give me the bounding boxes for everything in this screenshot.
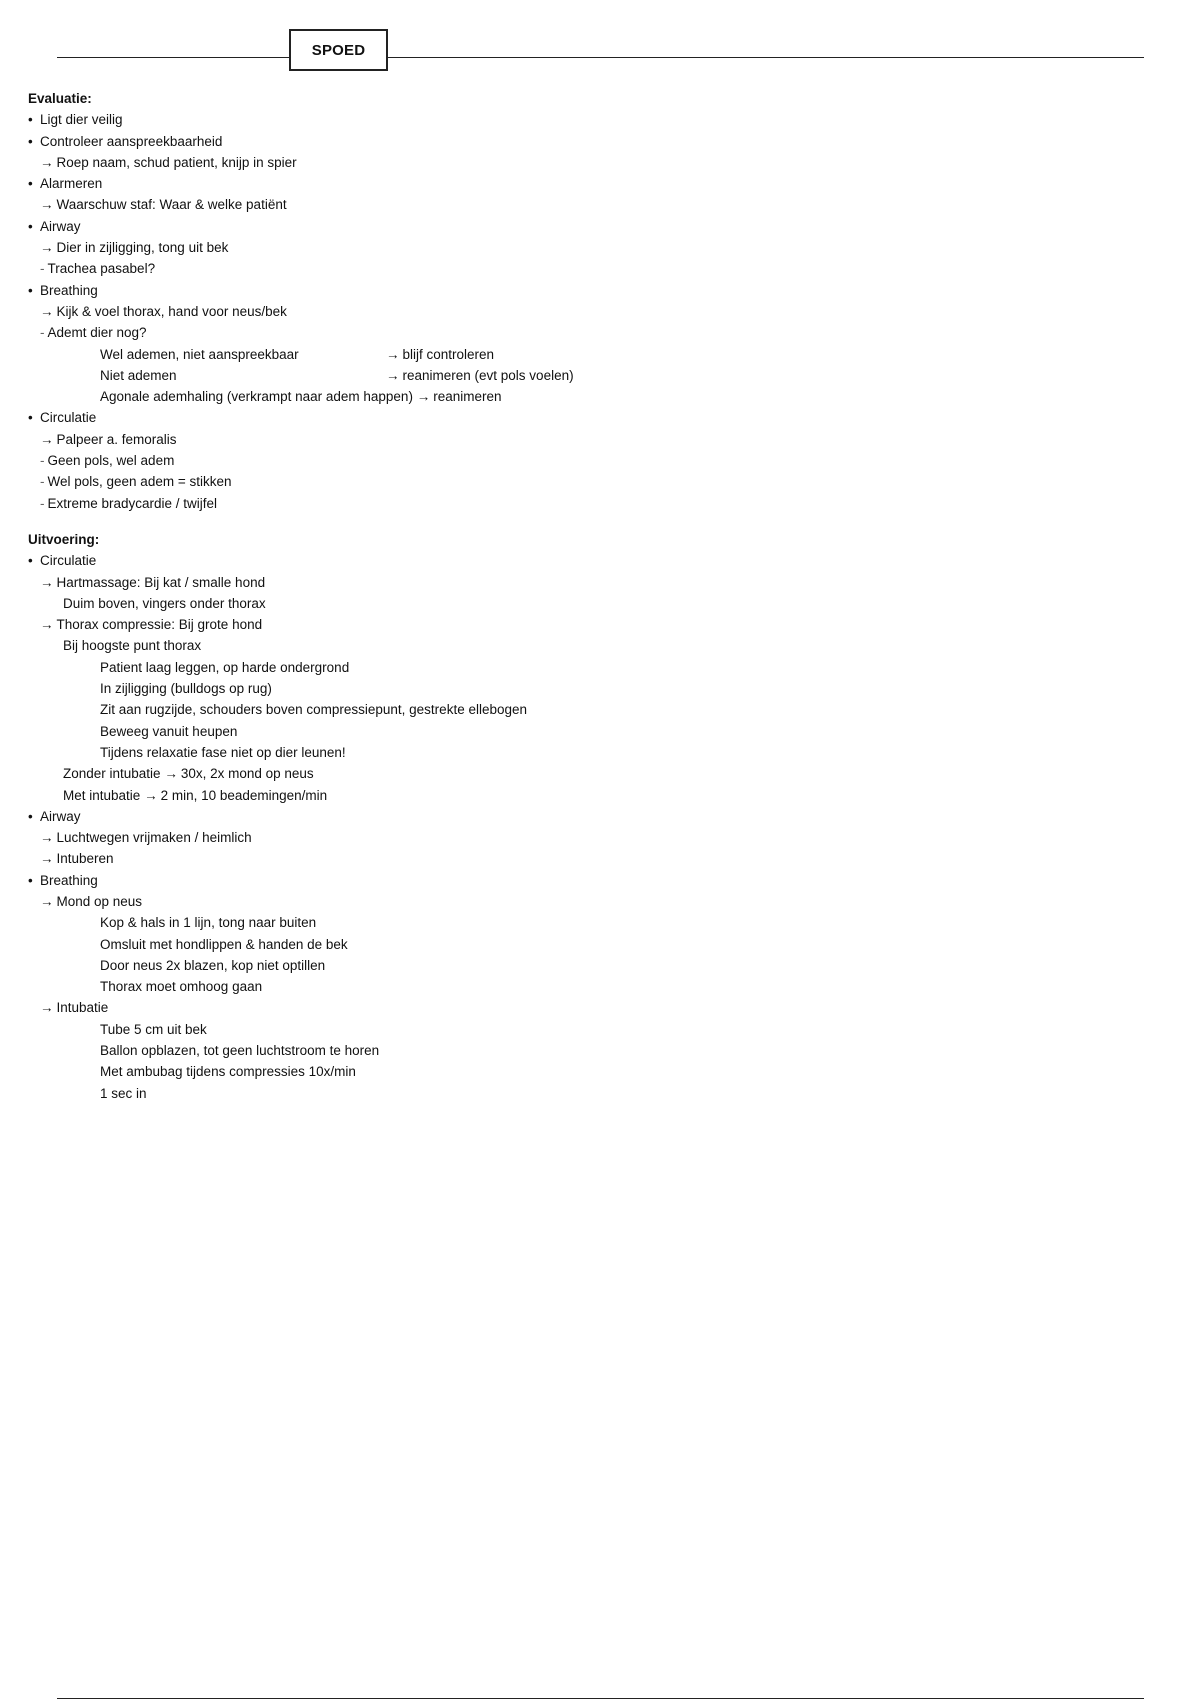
list-item-text: Airway <box>40 808 81 824</box>
dash-item <box>28 493 1148 514</box>
arrow-item <box>28 891 1148 912</box>
arrow-right-icon: → <box>386 346 400 362</box>
arrow-right-icon: → <box>40 303 54 319</box>
dash-icon: - <box>40 474 45 490</box>
indented-row: Zit aan rugzijde, schouders boven compressiepunt, gestrekte ellebogen <box>100 702 528 718</box>
arrow-right-icon: → <box>144 787 158 803</box>
dash-item-text: Geen pols, wel adem <box>47 453 175 469</box>
row-right-value: blijf controleren <box>402 346 495 362</box>
indented-row: Thorax moet omhoog gaan <box>100 979 263 995</box>
row-right-text <box>386 365 574 386</box>
arrow-item <box>28 194 1148 215</box>
arrow-item-text: Thorax compressie: Bij grote hond <box>56 617 263 633</box>
arrow-item <box>28 237 1148 258</box>
arrow-right-icon: → <box>40 1000 54 1016</box>
arrow-item-text: Luchtwegen vrijmaken / heimlich <box>56 830 252 846</box>
sub-item-right: 30x, 2x mond op neus <box>180 766 314 782</box>
sub-item <box>28 763 1148 784</box>
indented-row: 1 sec in <box>100 1085 147 1101</box>
list-item <box>28 109 1148 130</box>
page-title <box>289 29 388 71</box>
arrow-right-icon: → <box>40 154 54 170</box>
arrow-right-icon: → <box>416 389 431 405</box>
list-item <box>28 173 1148 194</box>
arrow-right-icon: → <box>386 367 400 383</box>
indented-row: Patient laag leggen, op harde ondergrond <box>100 659 350 675</box>
arrow-item-text: Mond op neus <box>56 893 143 909</box>
bullet-icon: • <box>28 808 33 824</box>
row-left-text: Agonale ademhaling (verkrampt naar adem happen) <box>100 389 413 405</box>
indented-row: Kop & hals in 1 lijn, tong naar buiten <box>100 915 317 931</box>
sub-item: Bij hoogste punt thorax <box>63 638 202 654</box>
arrow-right-icon: → <box>40 830 54 846</box>
document-body <box>28 88 1148 1104</box>
arrow-right-icon: → <box>40 240 54 256</box>
header-rule <box>57 57 1144 58</box>
dash-item-text: Extreme bradycardie / twijfel <box>47 495 218 511</box>
arrow-item-text: Roep naam, schud patient, knijp in spier <box>56 154 297 170</box>
list-item-text: Controleer aanspreekbaarheid <box>40 133 223 149</box>
row-left-text: Niet ademen <box>100 367 177 383</box>
list-item <box>28 407 1148 428</box>
arrow-item-text: Intubatie <box>56 1000 109 1016</box>
arrow-item <box>28 429 1148 450</box>
arrow-item <box>28 301 1148 322</box>
dash-icon: - <box>40 325 45 341</box>
row-right-text <box>386 344 494 365</box>
bullet-icon: • <box>28 410 33 426</box>
bullet-icon: • <box>28 218 33 234</box>
arrow-right-icon: → <box>40 574 54 590</box>
arrow-right-icon: → <box>40 617 54 633</box>
bullet-icon: • <box>28 112 33 128</box>
arrow-item <box>28 848 1148 869</box>
dash-item <box>28 450 1148 471</box>
dash-icon: - <box>40 453 45 469</box>
list-item-text: Breathing <box>40 872 98 888</box>
indented-row: Beweeg vanuit heupen <box>100 723 238 739</box>
list-item-text: Circulatie <box>40 410 97 426</box>
list-item-text: Ligt dier veilig <box>40 112 123 128</box>
arrow-item <box>28 997 1148 1018</box>
arrow-right-icon: → <box>164 766 178 782</box>
row-left-text: Wel ademen, niet aanspreekbaar <box>100 346 299 362</box>
arrow-item-text: Palpeer a. femoralis <box>56 431 177 447</box>
indented-row: Omsluit met hondlippen & handen de bek <box>100 936 348 952</box>
list-item <box>28 131 1148 152</box>
bullet-icon: • <box>28 553 33 569</box>
indented-row: Tube 5 cm uit bek <box>100 1021 207 1037</box>
section-title-uitvoering: Uitvoering: <box>28 531 100 547</box>
dash-item <box>28 322 1148 343</box>
row-right-value: reanimeren <box>433 389 502 405</box>
indented-row: Door neus 2x blazen, kop niet optillen <box>100 957 326 973</box>
arrow-right-icon: → <box>40 431 54 447</box>
section-title-evaluatie: Evaluatie: <box>28 91 92 106</box>
bullet-icon: • <box>28 133 33 149</box>
footer-rule <box>57 1698 1144 1699</box>
arrow-right-icon: → <box>40 893 54 909</box>
arrow-right-icon: → <box>40 197 54 213</box>
indented-row <box>28 344 1148 365</box>
arrow-item <box>28 827 1148 848</box>
indented-row: Tijdens relaxatie fase niet op dier leunen! <box>100 744 346 760</box>
arrow-item-text: Dier in zijligging, tong uit bek <box>56 240 229 256</box>
arrow-item-text: Intuberen <box>56 851 114 867</box>
indented-row: In zijligging (bulldogs op rug) <box>100 681 272 697</box>
section-gap <box>28 514 1148 529</box>
dash-icon: - <box>40 261 45 277</box>
bullet-icon: • <box>28 282 33 298</box>
dash-item <box>28 471 1148 492</box>
indented-row: Ballon opblazen, tot geen luchtstroom te horen <box>100 1043 380 1059</box>
indented-row <box>28 365 1148 386</box>
list-item <box>28 870 1148 891</box>
arrow-item <box>28 572 1148 593</box>
list-item <box>28 806 1148 827</box>
sub-item-left: Met intubatie <box>63 787 141 803</box>
sub-item-right: 2 min, 10 beademingen/min <box>160 787 328 803</box>
row-right-value: reanimeren (evt pols voelen) <box>402 367 574 383</box>
list-item-text: Breathing <box>40 282 98 298</box>
dash-item-text: Ademt dier nog? <box>47 325 147 341</box>
list-item-text: Alarmeren <box>40 176 103 192</box>
list-item <box>28 280 1148 301</box>
arrow-item <box>28 614 1148 635</box>
dash-item-text: Trachea pasabel? <box>47 261 156 277</box>
indented-row: Met ambubag tijdens compressies 10x/min <box>100 1064 356 1080</box>
dash-item-text: Wel pols, geen adem = stikken <box>47 474 232 490</box>
arrow-item-text: Kijk & voel thorax, hand voor neus/bek <box>56 303 287 319</box>
list-item-text: Circulatie <box>40 553 97 569</box>
list-item-text: Airway <box>40 218 81 234</box>
arrow-item-text: Hartmassage: Bij kat / smalle hond <box>56 574 266 590</box>
page-title-text: SPOED <box>311 41 366 59</box>
sub-item-left: Zonder intubatie <box>63 766 161 782</box>
indented-row <box>28 386 1148 407</box>
sub-item <box>28 785 1148 806</box>
list-item <box>28 216 1148 237</box>
sub-item: Duim boven, vingers onder thorax <box>63 595 266 611</box>
dash-item <box>28 258 1148 279</box>
dash-icon: - <box>40 495 45 511</box>
arrow-item <box>28 152 1148 173</box>
bullet-icon: • <box>28 176 33 192</box>
list-item <box>28 550 1148 571</box>
arrow-item-text: Waarschuw staf: Waar & welke patiënt <box>56 197 287 213</box>
bullet-icon: • <box>28 872 33 888</box>
arrow-right-icon: → <box>40 851 54 867</box>
